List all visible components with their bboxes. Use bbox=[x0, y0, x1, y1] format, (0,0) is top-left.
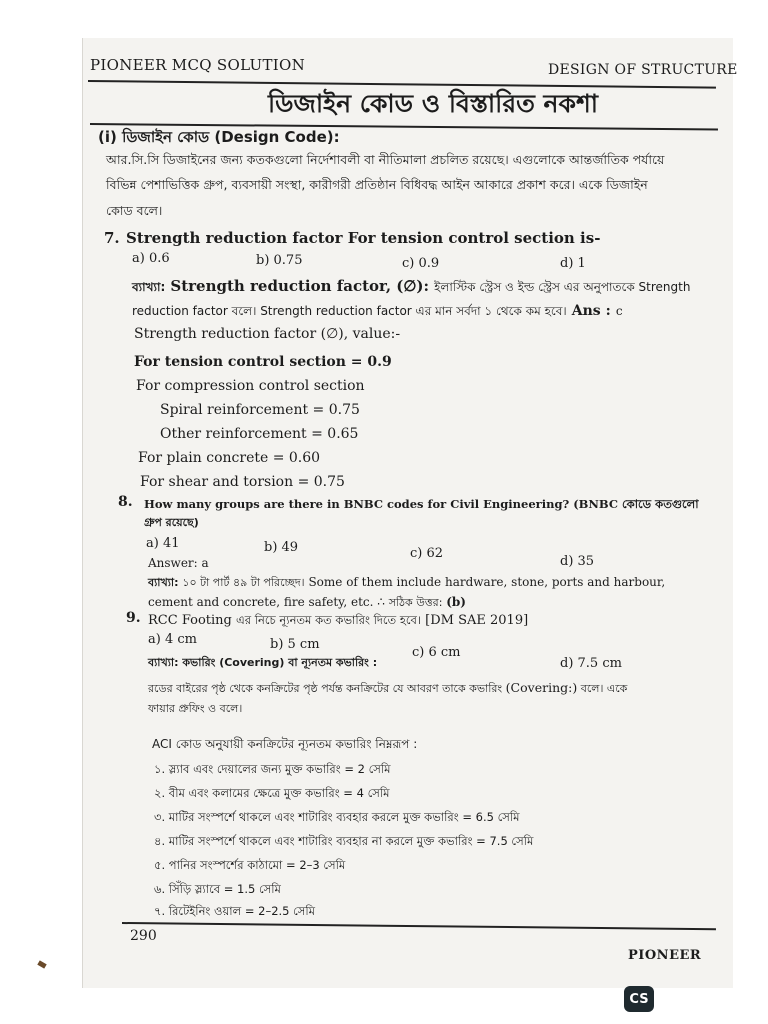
q8-expl-cont: cement and concrete, fire safety, etc. ∴ bbox=[148, 595, 385, 609]
header-book-title: PIONEER MCQ SOLUTION bbox=[90, 56, 306, 74]
q9-number: 9. bbox=[126, 610, 141, 626]
q7-option-c: c) 0.9 bbox=[402, 256, 440, 271]
q9-expl-tail: বলে। একে bbox=[580, 682, 628, 695]
q8-correct-label: সঠিক উত্তর: bbox=[388, 596, 443, 609]
q8-option-d: d) 35 bbox=[560, 554, 595, 569]
aci-item-7: ৭. রিটেইনিং ওয়াল = 2–2.5 সেমি bbox=[154, 904, 316, 918]
q8-expl-bangla: ১০ টা পার্ট ৪৯ টা পরিচ্ছেদ। bbox=[182, 576, 305, 589]
section-para-line-3: কোড বলে। bbox=[106, 203, 163, 218]
q7-plain-value: For plain concrete = 0.60 bbox=[138, 450, 321, 466]
q8-correct-value: (b) bbox=[446, 595, 466, 609]
q8-question-line-2: গ্রুপ রয়েছে) bbox=[144, 516, 199, 529]
q7-option-b: b) 0.75 bbox=[256, 253, 303, 268]
q7-option-d: d) 1 bbox=[560, 256, 586, 271]
q7-expl-label: ব্যাখ্যা: bbox=[132, 280, 166, 294]
q7-question: Strength reduction factor For tension control section is- bbox=[126, 229, 601, 247]
q7-shear-value: For shear and torsion = 0.75 bbox=[140, 474, 345, 490]
aci-item-1: ১. স্ল্যাব এবং দেয়ালের জন্য মুক্ত কভারিং = 2 সেমি bbox=[154, 762, 391, 776]
q7-option-a: a) 0.6 bbox=[132, 251, 170, 266]
camscanner-badge[interactable]: CS bbox=[624, 986, 654, 1012]
section-para-line-2: বিভিন্ন পেশাভিত্তিক গ্রুপ, ব্যবসায়ী সংস্থা, কারীগরী প্রতিষ্ঠান বিধিবদ্ধ আইন আকারে প্রকাশ করে। একে ডিজাইন bbox=[106, 177, 648, 192]
q7-expl-text: reduction factor বলে। Strength reduction factor এর মান সর্বদা ১ থেকে কম হবে। bbox=[132, 304, 567, 318]
q8-option-c: c) 62 bbox=[410, 546, 444, 561]
q9-option-c: c) 6 cm bbox=[412, 645, 461, 660]
q9-question bbox=[148, 612, 528, 631]
q9-question-source: [DM SAE 2019] bbox=[425, 613, 529, 628]
q9-question-en: RCC Footing bbox=[148, 613, 232, 628]
q7-tension-value: For tension control section = 0.9 bbox=[134, 354, 392, 370]
q7-answer-value: c bbox=[615, 304, 623, 318]
q9-expl-term: (Covering:) bbox=[505, 680, 578, 695]
q8-option-b: b) 49 bbox=[264, 540, 299, 555]
q8-expl-english: Some of them include hardware, stone, ports and harbour, bbox=[308, 575, 666, 589]
aci-item-4: ৪. মাটির সংস্পর্শে থাকলে এবং শাটারিং ব্যবহার না করলে মুক্ত কভারিং = 7.5 সেমি bbox=[154, 834, 534, 848]
q9-option-a: a) 4 cm bbox=[148, 632, 197, 647]
aci-item-3: ৩. মাটির সংস্পর্শে থাকলে এবং শাটারিং ব্যবহার করলে মুক্ত কভারিং = 6.5 সেমি bbox=[154, 810, 520, 824]
aci-title: ACI কোড অনুযায়ী কনক্রিটের ন্যূনতম কভারিং নিম্নরূপ : bbox=[152, 737, 418, 751]
q9-explanation-line-2: ফায়ার প্রুফিং ও বলে। bbox=[148, 702, 243, 715]
q9-question-bn: এর নিচে ন্যূনতম কত কভারিং দিতে হবে। bbox=[236, 613, 422, 627]
q7-spiral-value: Spiral reinforcement = 0.75 bbox=[160, 402, 360, 418]
q7-expl-term: Strength reduction factor, (∅): bbox=[170, 277, 430, 295]
q7-compression-heading: For compression control section bbox=[136, 378, 365, 394]
q7-expl-definition: ইলাস্টিক স্ট্রেস ও ইল্ড স্ট্রেস এর অনুপাতকে Strength bbox=[434, 280, 691, 294]
q7-other-value: Other reinforcement = 0.65 bbox=[160, 426, 359, 442]
q8-answer: Answer: a bbox=[148, 556, 209, 570]
q8-expl-label: ব্যাখ্যা: bbox=[148, 576, 179, 589]
chapter-title: ডিজাইন কোড ও বিস্তারিত নকশা bbox=[268, 89, 599, 118]
q7-explanation-line-2 bbox=[132, 300, 623, 323]
section-heading: (i) ডিজাইন কোড (Design Code): bbox=[98, 128, 340, 146]
q7-explanation-line-1 bbox=[132, 276, 690, 299]
aci-item-2: ২. বীম এবং কলামের ক্ষেত্রে মুক্ত কভারিং = 4 সেমি bbox=[154, 786, 390, 800]
aci-item-6: ৬. সিঁড়ি স্ল্যাবে = 1.5 সেমি bbox=[154, 882, 281, 896]
q8-number: 8. bbox=[118, 494, 133, 510]
q7-number: 7. bbox=[104, 229, 120, 247]
page-number: 290 bbox=[130, 928, 157, 944]
scan-mark bbox=[37, 960, 46, 968]
q9-explanation-heading bbox=[148, 654, 377, 673]
aci-item-5: ৫. পানির সংস্পর্শের কাঠামো = 2–3 সেমি bbox=[154, 858, 346, 872]
q8-option-a: a) 41 bbox=[146, 536, 180, 551]
q7-values-title: Strength reduction factor (∅), value:- bbox=[134, 326, 401, 342]
q9-expl-text: রডের বাইরের পৃষ্ঠ থেকে কনক্রিটের পৃষ্ঠ পর্যন্ত কনক্রিটের যে আবরণ তাকে কভারিং bbox=[148, 682, 503, 695]
header-chapter: DESIGN OF STRUCTURE bbox=[548, 62, 738, 78]
q9-option-b: b) 5 cm bbox=[270, 637, 320, 652]
q8-question: How many groups are there in BNBC codes for Civil Engineering? (BNBC কোডে কতগুলো bbox=[144, 497, 699, 511]
q8-explanation-line-1 bbox=[148, 574, 665, 593]
q9-explanation-line-1 bbox=[148, 680, 627, 699]
q8-explanation-line-2 bbox=[148, 594, 466, 613]
q9-expl-label: ব্যাখ্যা: bbox=[148, 656, 179, 669]
footer-brand: PIONEER bbox=[628, 948, 702, 963]
q9-option-d: d) 7.5 cm bbox=[560, 656, 622, 671]
q7-answer-label: Ans : bbox=[571, 303, 611, 319]
q9-expl-head: কভারিং (Covering) বা ন্যূনতম কভারিং : bbox=[182, 656, 378, 669]
section-para-line-1: আর.সি.সি ডিজাইনের জন্য কতকগুলো নির্দেশাবলী বা নীতিমালা প্রচলিত রয়েছে। এগুলোকে আন্তর্জাতিক পর্যায়ে bbox=[106, 152, 665, 167]
